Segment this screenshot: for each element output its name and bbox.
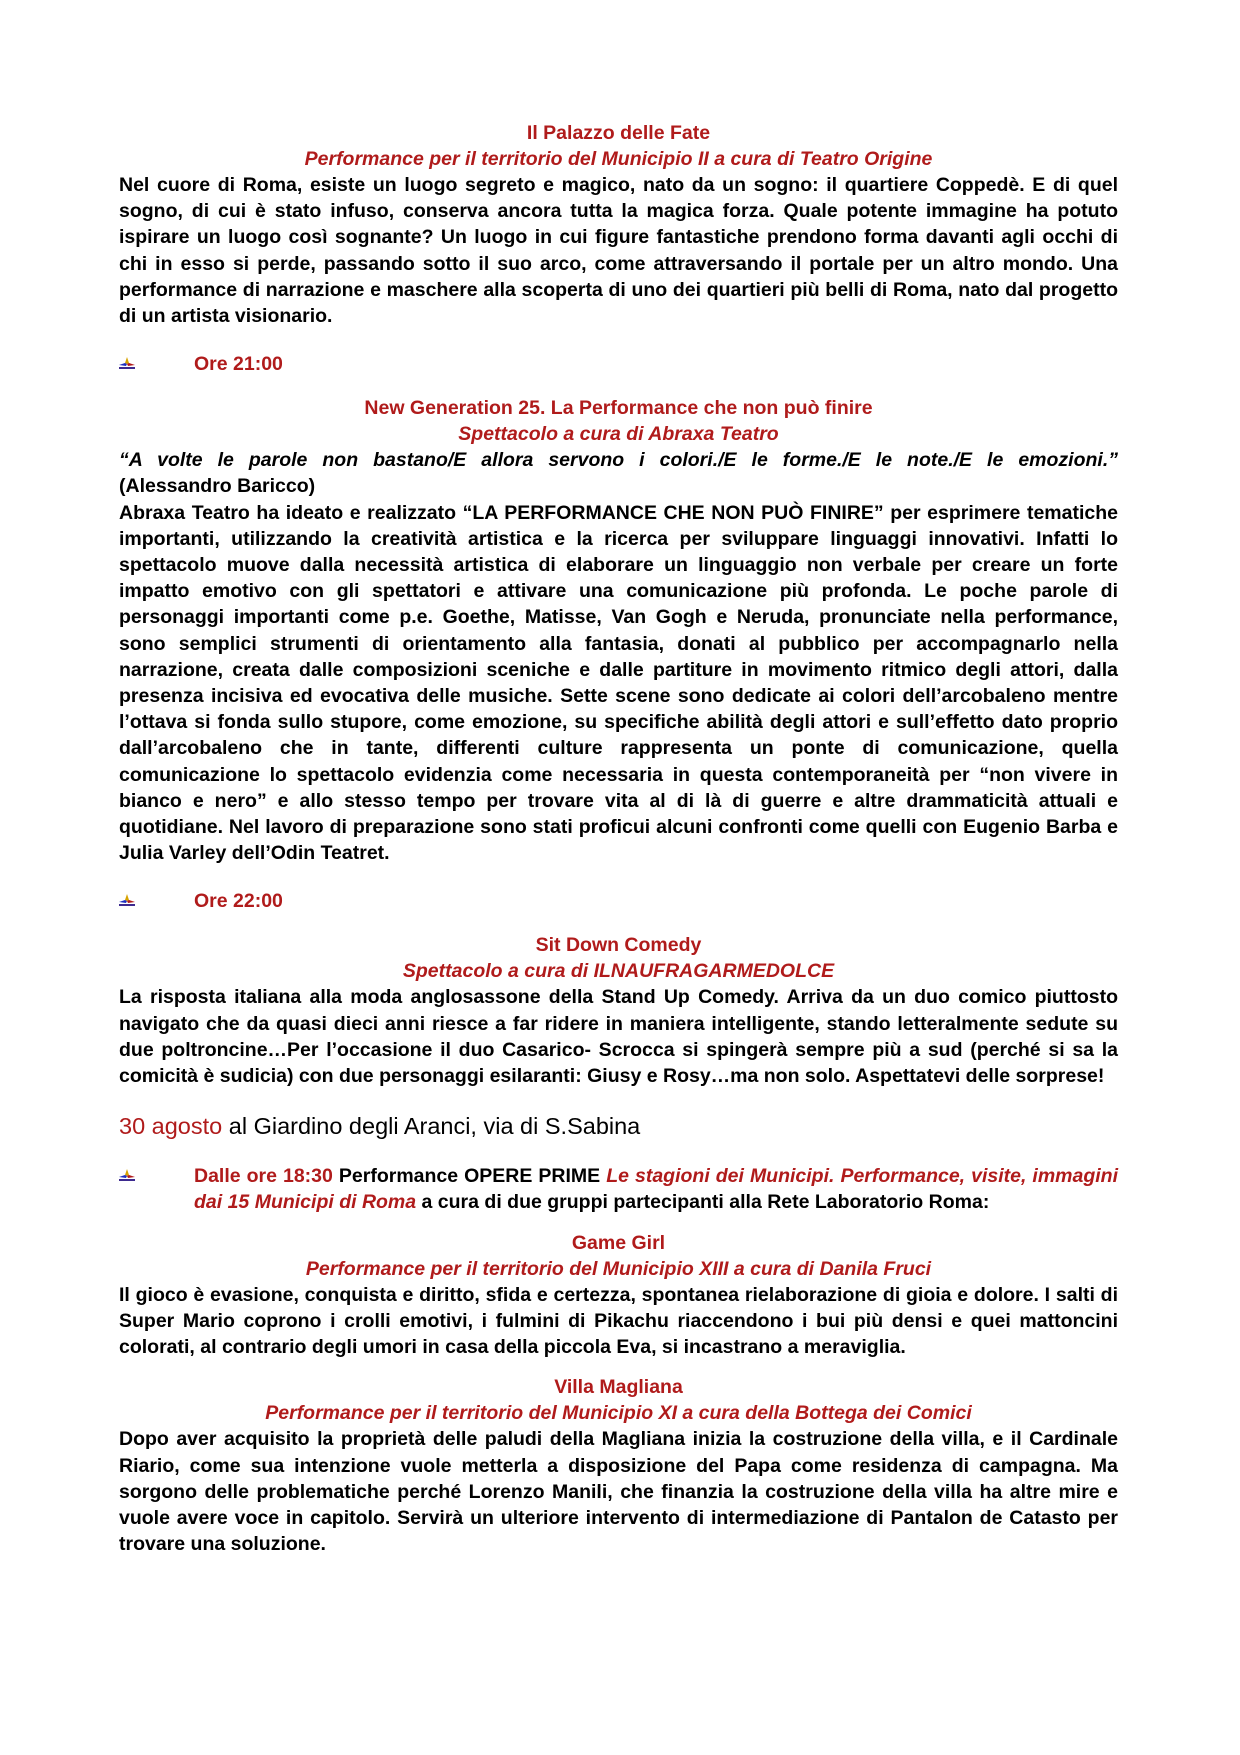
section-title-new-generation: New Generation 25. La Performance che non può finire bbox=[364, 397, 873, 420]
section-title-sit-down: Sit Down Comedy bbox=[535, 934, 702, 957]
time-row-2100 bbox=[119, 351, 1118, 377]
date-label: 30 agosto bbox=[119, 1113, 223, 1140]
section-title-palazzo: Il Palazzo delle Fate bbox=[526, 122, 711, 144]
bullet-opere-prime bbox=[119, 1163, 1118, 1215]
bullet-time: Dalle ore 18:30 bbox=[194, 1165, 333, 1188]
bullet-text-2: a cura di due gruppi partecipanti alla Rete Laboratorio Roma: bbox=[416, 1191, 990, 1214]
section-body-sit-down: La risposta italiana alla moda anglosassone della Stand Up Comedy. Arriva da un duo comico piuttosto navigato che da quasi dieci anni riesce a far ridere in maniera intelligente, stando letteralmente sedute su due poltroncine…Per l’occasione il duo Casarico- Scrocca si spingerà sempre più a sud (perché si sa la comicità è sudicia) con due personaggi esilaranti: Giusy e Rosy…ma non solo. Aspettatevi delle sorprese! bbox=[119, 986, 1118, 1088]
time-label: Ore 22:00 bbox=[194, 889, 283, 912]
colored-arrow-bullet-icon bbox=[119, 357, 194, 371]
quote-author: (Alessandro Baricco) bbox=[119, 475, 316, 498]
time-row-2200 bbox=[119, 888, 1118, 914]
colored-arrow-bullet-icon bbox=[119, 1163, 194, 1189]
section-body-game-girl: Il gioco è evasione, conquista e diritto, sfida e certezza, spontanea rielaborazione di gioia e dolore. I salti di Super Mario coprono i crolli emotivi, i fulmini di Pikachu riaccendono i bui più densi e quei mattoncini colorati, al contrario degli umori in casa della piccola Eva, si incastrano a meraviglia. bbox=[119, 1283, 1118, 1359]
section-subtitle-sit-down: Spettacolo a cura di ILNAUFRAGARMEDOLCE bbox=[402, 960, 835, 983]
time-label: Ore 21:00 bbox=[194, 352, 283, 375]
section-title-game-girl: Game Girl bbox=[571, 1231, 666, 1254]
bullet-italic-title: Le stagioni dei Municipi. Performance, visite, immagini dai 15 Municipi di Roma bbox=[194, 1165, 1119, 1214]
bullet-opere-prime-text bbox=[194, 1163, 1118, 1215]
date-heading bbox=[119, 1111, 1118, 1141]
section-subtitle-new-generation: Spettacolo a cura di Abraxa Teatro bbox=[458, 423, 779, 446]
section-body-palazzo: Nel cuore di Roma, esiste un luogo segreto e magico, nato da un sogno: il quartiere Coppedè. E di quel sogno, di cui è stato infuso, conserva ancora tutta la magica forza. Quale potente immagine ha potuto ispirare un luogo così sognante? Un luogo in cui figure fantastiche prendono forma davanti agli occhi di chi in esso si perde, passando sotto il suo arco, come attraversando il portale per un altro mondo. Una performance di narrazione e maschere alla scoperta di uno dei quartieri più belli di Roma, nato dal progetto di un artista visionario. bbox=[119, 174, 1118, 328]
colored-arrow-bullet-icon bbox=[119, 894, 194, 908]
quote-text: “A volte le parole non bastano/E allora servono i colori./E le forme./E le note./E le emozioni.” bbox=[119, 449, 1118, 472]
section-subtitle-game-girl: Performance per il territorio del Municipio XIII a cura di Danila Fruci bbox=[305, 1257, 932, 1280]
section-subtitle-villa-magliana: Performance per il territorio del Municipio XI a cura della Bottega dei Comici bbox=[265, 1402, 972, 1425]
bullet-text-1: Performance OPERE PRIME bbox=[332, 1165, 607, 1188]
section-body-villa-magliana: Dopo aver acquisito la proprietà delle paludi della Magliana inizia la costruzione della villa, e il Cardinale Riario, come sua intenzione vuole metterla a disposizione del Papa come residenza di campagna. Ma sorgono delle problematiche perché Lorenzo Manili, che finanzia la costruzione della villa ha altre mire e vuole avere voce in capitolo. Servirà un ulteriore intervento di intermediazione di Pantalon de Catasto per trovare una soluzione. bbox=[119, 1428, 1118, 1556]
section-subtitle-palazzo: Performance per il territorio del Municipio II a cura di Teatro Origine bbox=[304, 148, 933, 170]
place-label: al Giardino degli Aranci, via di S.Sabina bbox=[222, 1113, 641, 1140]
section-body-new-generation: Abraxa Teatro ha ideato e realizzato “LA PERFORMANCE CHE NON PUÒ FINIRE” per esprimere tematiche importanti, utilizzando la creatività artistica e la ricerca per sviluppare linguaggi innovativi. Infatti lo spettacolo muove dalla necessità artistica di elaborare un linguaggio non verbale per creare un forte impatto emotivo con gli spettatori e attivare una comunicazione più profonda. Le poche parole di personaggi importanti come p.e. Goethe, Matisse, Van Gogh e Neruda, pronunciate nella performance, sono semplici strumenti di orientamento alla fantasia, donati al pubblico per accompagnarlo nella narrazione, creata dalle composizioni sceniche e dalle partiture in movimento ritmico degli attori, dalla presenza incisiva ed evocativa delle musiche. Sette scene sono dedicate ai colori dell’arcobaleno mentre l’ottava si fonda sullo stupore, come emozione, su specifiche abilità degli attori e sull’effetto dato proprio dall’arcobaleno che in tante, differenti culture rappresenta un ponte di comunicazione, quella comunicazione lo spettacolo evidenzia come necessaria in questa contemporaneità per “non vivere in bianco e nero” e allo stesso tempo per trovare vita al di là di guerre e altre drammaticità attuali e quotidiane. Nel lavoro di preparazione sono stati proficui alcuni confronti come quelli con Eugenio Barba e Julia Varley dell’Odin Teatret. bbox=[119, 501, 1118, 865]
section-title-villa-magliana: Villa Magliana bbox=[554, 1376, 683, 1399]
